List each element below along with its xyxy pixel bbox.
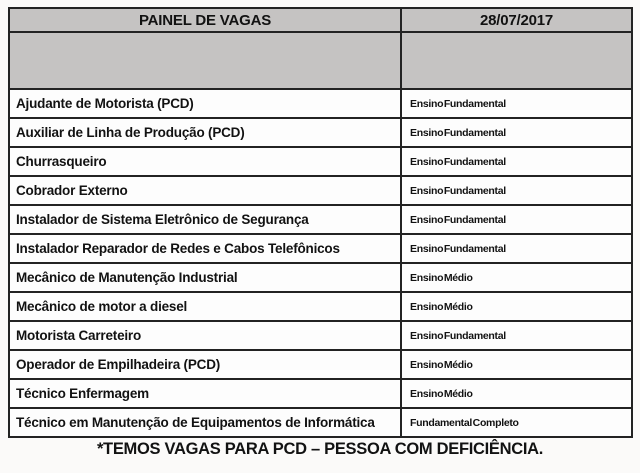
- education-level: Fundamental Completo: [410, 416, 519, 429]
- education-level: Ensino Fundamental: [410, 97, 506, 110]
- job-title: Operador de Empilhadeira (PCD): [10, 351, 402, 378]
- job-title: Instalador de Sistema Eletrônico de Segurança: [10, 206, 402, 233]
- job-title: Cobrador Externo: [10, 177, 402, 204]
- table-row: [10, 235, 631, 264]
- education-level: Ensino Fundamental: [410, 242, 506, 255]
- table-row: [10, 380, 631, 409]
- page-title: PAINEL DE VAGAS: [10, 9, 402, 31]
- table-row: [10, 177, 631, 206]
- empty-spacer-cell-left: [10, 33, 402, 88]
- job-title: Técnico Enfermagem: [10, 380, 402, 407]
- education-level: Ensino Médio: [410, 271, 473, 284]
- table-row: [10, 119, 631, 148]
- education-level: Ensino Fundamental: [410, 184, 506, 197]
- date-label: 28/07/2017: [479, 11, 554, 29]
- table-row: [10, 90, 631, 119]
- empty-spacer-cell-right: [402, 33, 631, 88]
- job-title: Ajudante de Motorista (PCD): [10, 90, 402, 117]
- education-level: Ensino Fundamental: [410, 213, 506, 226]
- pcd-note: *TEMOS VAGAS PARA PCD – PESSOA COM DEFICIÊNCIA.: [96, 440, 544, 458]
- education-level: Ensino Médio: [410, 300, 473, 313]
- empty-spacer-row: [10, 33, 631, 90]
- education-level: Ensino Fundamental: [410, 155, 506, 168]
- table-row: [10, 206, 631, 235]
- table-row: [10, 409, 631, 436]
- table-row: [10, 322, 631, 351]
- vacancy-panel: [8, 7, 633, 438]
- job-title: Técnico em Manutenção de Equipamentos de Informática: [10, 409, 402, 436]
- job-title: Instalador Reparador de Redes e Cabos Telefônicos: [10, 235, 402, 262]
- table-header-row: [10, 9, 631, 33]
- table-row: [10, 293, 631, 322]
- education-level: Ensino Fundamental: [410, 329, 506, 342]
- table-row: [10, 264, 631, 293]
- education-level: Ensino Médio: [410, 387, 473, 400]
- education-level: Ensino Fundamental: [410, 126, 506, 139]
- job-title: Motorista Carreteiro: [10, 322, 402, 349]
- job-title: Auxiliar de Linha de Produção (PCD): [10, 119, 402, 146]
- job-title: Churrasqueiro: [10, 148, 402, 175]
- table-row: [10, 148, 631, 177]
- job-title: Mecânico de motor a diesel: [10, 293, 402, 320]
- job-title: Mecânico de Manutenção Industrial: [10, 264, 402, 291]
- table-row: [10, 351, 631, 380]
- education-level: Ensino Médio: [410, 358, 473, 371]
